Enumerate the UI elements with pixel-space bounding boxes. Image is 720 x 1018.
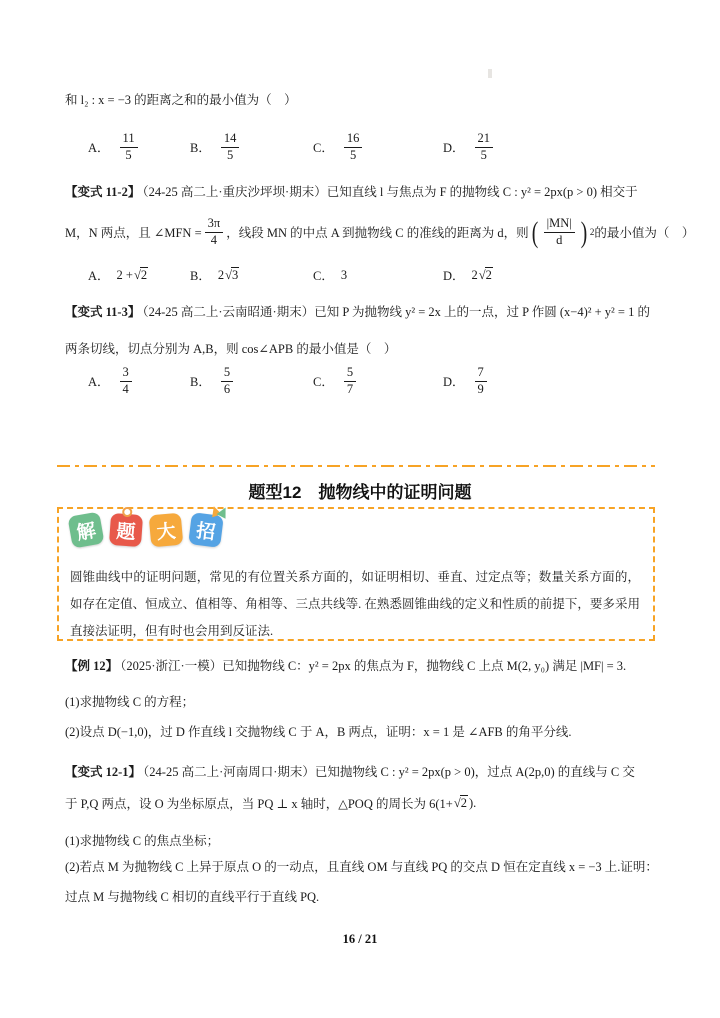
denominator: 5 — [226, 147, 234, 162]
problem-text: （24-25 高二上·重庆沙坪坝·期末）已知直线 l 与焦点为 F 的抛物线 C : y² = 2px(p > 0) 相交于 — [142, 185, 638, 199]
option-a — [88, 264, 149, 286]
fraction — [205, 217, 224, 248]
variant-11-2-line1 — [65, 182, 638, 200]
option-label: A． — [88, 141, 110, 155]
fraction — [344, 132, 363, 163]
fraction — [120, 132, 138, 163]
variant-12-1-part2-line2 — [65, 887, 319, 905]
option-label: A． — [88, 269, 110, 283]
problem-text: （24-25 高二上·河南周口·期末）已知抛物线 C : y² = 2px(p > 0)，过点 A(2p,0) 的直线与 C 交 — [143, 765, 635, 779]
problem-text: 的最小值为（ ） — [594, 226, 695, 240]
radical-sign: √ — [453, 795, 460, 810]
option-b — [190, 360, 236, 402]
logo-tile-char: 招 — [195, 520, 217, 544]
option-value: 2 + — [116, 267, 133, 282]
problem-tag: 【变式 12-1】 — [65, 765, 142, 779]
denominator: 6 — [223, 381, 231, 396]
left-paren: ( — [531, 215, 538, 249]
logo-tile — [109, 513, 143, 547]
option-d — [443, 360, 490, 402]
variant-12-1-line1 — [65, 762, 635, 780]
problem-text: M，N 两点，且 ∠MFN = — [65, 226, 202, 240]
fraction — [544, 217, 575, 248]
option-c — [313, 127, 365, 167]
problem-text: ，线段 MN 的中点 A 到抛物线 C 的准线的距离为 d，则 — [226, 226, 529, 240]
problem-text: 过点 M 与抛物线 C 相切的直线平行于直线 PQ. — [65, 890, 320, 904]
option-c — [313, 360, 359, 402]
example-12-part2 — [65, 722, 572, 740]
section-title: 题型12 抛物线中的证明问题 — [248, 483, 472, 502]
problem-text: （24-25 高二上·云南昭通·期末）已知 P 为抛物线 y² = 2x 上的一点，过 P 作圆 (x−4)² + y² = 1 的 — [142, 305, 650, 319]
logo-tile: 解 — [67, 511, 104, 548]
exponent: 2 — [589, 227, 595, 237]
problem-text: 于 P,Q 两点，设 O 为坐标原点，当 PQ ⊥ x 轴时，△POQ 的周长为 6(1+ — [65, 797, 453, 811]
option-a — [88, 127, 141, 167]
option-label: B． — [190, 141, 211, 155]
radical-sign: √ — [225, 267, 231, 282]
option-value: 2 — [471, 267, 478, 282]
option-value: 2 — [217, 267, 225, 282]
jietidazhao-logo — [70, 514, 230, 546]
numerator: 5 — [221, 366, 233, 382]
numerator: 14 — [221, 132, 240, 148]
problem-text: (2)设点 D(−1,0)，过 D 作直线 l 交抛物线 C 于 A，B 两点，证明：x = 1 是 ∠AFB 的角平分线. — [65, 725, 572, 739]
fraction — [221, 366, 233, 397]
problem-text: 两条切线，切点分别为 A,B，则 cos∠APB 的最小值是（ ） — [65, 342, 397, 356]
option-label: C． — [313, 375, 334, 389]
logo-tile — [188, 512, 224, 548]
question-11-tail-line — [65, 90, 297, 108]
radical — [479, 268, 493, 283]
variant-12-1-part2-line1 — [65, 857, 658, 875]
option-b — [190, 127, 242, 167]
numerator: 7 — [475, 366, 487, 382]
denominator: 9 — [477, 381, 484, 396]
variant-11-3-line2 — [65, 339, 396, 357]
tips-text: 圆锥曲线中的证明问题，常见的有位置关系方面的，如证明相切、垂直、过定点等；数量关系方面的，如存在定值、恒成立、值相等、角相等、三点共线等. 在熟悉圆锥曲线的定义和性质的前提下，要多采用直接法证明，但有时也会用到反证法. — [70, 570, 640, 638]
ring-icon — [122, 507, 133, 518]
problem-tag: 【变式 11-3】 — [65, 305, 141, 319]
fraction — [475, 132, 494, 163]
numerator: 3 — [120, 366, 132, 382]
problem-tag: 【例 12】 — [65, 659, 119, 673]
logo-tile: 大 — [149, 513, 184, 548]
leaf-icon — [210, 503, 229, 517]
radical-sign: √ — [478, 267, 485, 282]
radical — [134, 268, 148, 283]
denominator: 5 — [125, 147, 132, 162]
option-label: C． — [313, 141, 334, 155]
options-row-11 — [65, 127, 665, 167]
example-12-part1 — [65, 692, 194, 710]
right-paren: ) — [580, 215, 588, 249]
scan-artifact — [488, 69, 492, 78]
option-label: D． — [443, 375, 465, 389]
option-d — [443, 127, 496, 167]
denominator: 5 — [349, 147, 357, 162]
option-value: 3 — [340, 267, 348, 282]
question-text: 和 l₂ : x = −3 的距离之和的最小值为（ ） — [65, 93, 297, 107]
denominator: 5 — [480, 147, 487, 162]
option-label: B． — [190, 375, 211, 389]
problem-text: ). — [468, 795, 477, 810]
radical-sign: √ — [133, 267, 140, 282]
fraction — [475, 366, 487, 397]
variant-12-1-line2 — [65, 790, 476, 816]
option-c — [313, 264, 347, 286]
problem-text: (1)求抛物线 C 的方程； — [65, 695, 195, 709]
radicand: 3 — [231, 267, 239, 282]
radicand: 2 — [140, 267, 148, 282]
numerator: |MN| — [544, 217, 575, 233]
problem-text: (1)求抛物线 C 的焦点坐标； — [65, 834, 220, 848]
options-row-11-3 — [65, 360, 665, 402]
fraction — [344, 366, 356, 397]
radical — [454, 796, 468, 811]
example-12-line1 — [65, 656, 626, 674]
variant-11-2-line2 — [65, 210, 694, 254]
numerator: 21 — [475, 132, 494, 148]
option-a — [88, 360, 135, 402]
fraction — [120, 366, 132, 397]
denominator: 4 — [122, 381, 129, 396]
problem-text: （2025·浙江·一模）已知抛物线 C：y² = 2px 的焦点为 F，抛物线 C 上点 M(2, y₀) 满足 |MF| = 3. — [120, 659, 627, 673]
option-d — [443, 264, 494, 286]
variant-12-1-part1 — [65, 831, 219, 849]
option-label: C． — [313, 269, 334, 283]
denominator: d — [556, 232, 563, 247]
variant-11-3-line1 — [65, 302, 650, 320]
option-label: B． — [190, 269, 211, 283]
problem-text: (2)若点 M 为抛物线 C 上异于原点 O 的一动点，且直线 OM 与直线 PQ 的交点 D 恒在定直线 x = −3 上.证明： — [65, 860, 658, 874]
option-label: D． — [443, 141, 465, 155]
logo-tile-char: 题 — [115, 520, 137, 544]
option-label: A． — [88, 375, 110, 389]
option-b — [190, 264, 240, 286]
denominator: 4 — [210, 232, 218, 247]
fraction — [221, 132, 240, 163]
numerator: 16 — [344, 132, 363, 148]
radicand: 2 — [460, 795, 467, 810]
numerator: 11 — [120, 132, 138, 148]
problem-tag: 【变式 11-2】 — [65, 185, 141, 199]
radical — [225, 268, 239, 283]
option-label: D． — [443, 269, 465, 283]
page-number: 16 / 21 — [342, 932, 378, 946]
radicand: 2 — [485, 267, 492, 282]
numerator: 3π — [205, 217, 224, 233]
denominator: 7 — [346, 381, 354, 396]
numerator: 5 — [344, 366, 356, 382]
section-divider-line — [57, 465, 655, 467]
options-row-11-2 — [65, 264, 665, 286]
